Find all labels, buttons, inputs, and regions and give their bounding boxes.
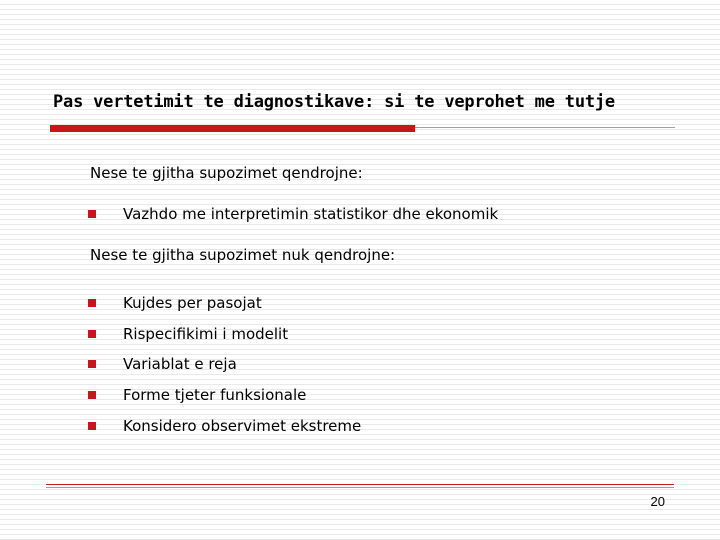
bullet-text: Konsidero observimet ekstreme xyxy=(123,417,362,435)
slide-title: Pas vertetimit te diagnostikave: si te veprohet me tutje xyxy=(53,92,615,112)
bullet-item xyxy=(88,417,361,435)
bullet-text: Forme tjeter funksionale xyxy=(123,386,307,404)
bullet-item xyxy=(88,355,237,373)
bullet-text: Vazhdo me interpretimin statistikor dhe ekonomik xyxy=(123,205,499,223)
square-bullet-icon xyxy=(88,360,96,368)
title-divider-line xyxy=(415,127,675,128)
bullet-item xyxy=(88,325,288,343)
bullet-text: Variablat e reja xyxy=(123,355,237,373)
title-accent-bar xyxy=(50,125,415,132)
bullet-text: Rispecifikimi i modelit xyxy=(123,325,289,343)
page-number: 20 xyxy=(650,494,665,509)
square-bullet-icon xyxy=(88,422,96,430)
bullet-text: Kujdes per pasojat xyxy=(123,294,262,312)
square-bullet-icon xyxy=(88,299,96,307)
section-heading-assumptions-fail: Nese te gjitha supozimet nuk qendrojne: xyxy=(90,246,396,264)
bullet-item xyxy=(88,205,498,223)
square-bullet-icon xyxy=(88,391,96,399)
bullet-item xyxy=(88,294,262,312)
section-heading-assumptions-hold: Nese te gjitha supozimet qendrojne: xyxy=(90,164,363,182)
square-bullet-icon xyxy=(88,330,96,338)
footer-gray-line xyxy=(46,487,674,488)
footer-red-line xyxy=(46,484,674,485)
bullet-item xyxy=(88,386,306,404)
square-bullet-icon xyxy=(88,210,96,218)
